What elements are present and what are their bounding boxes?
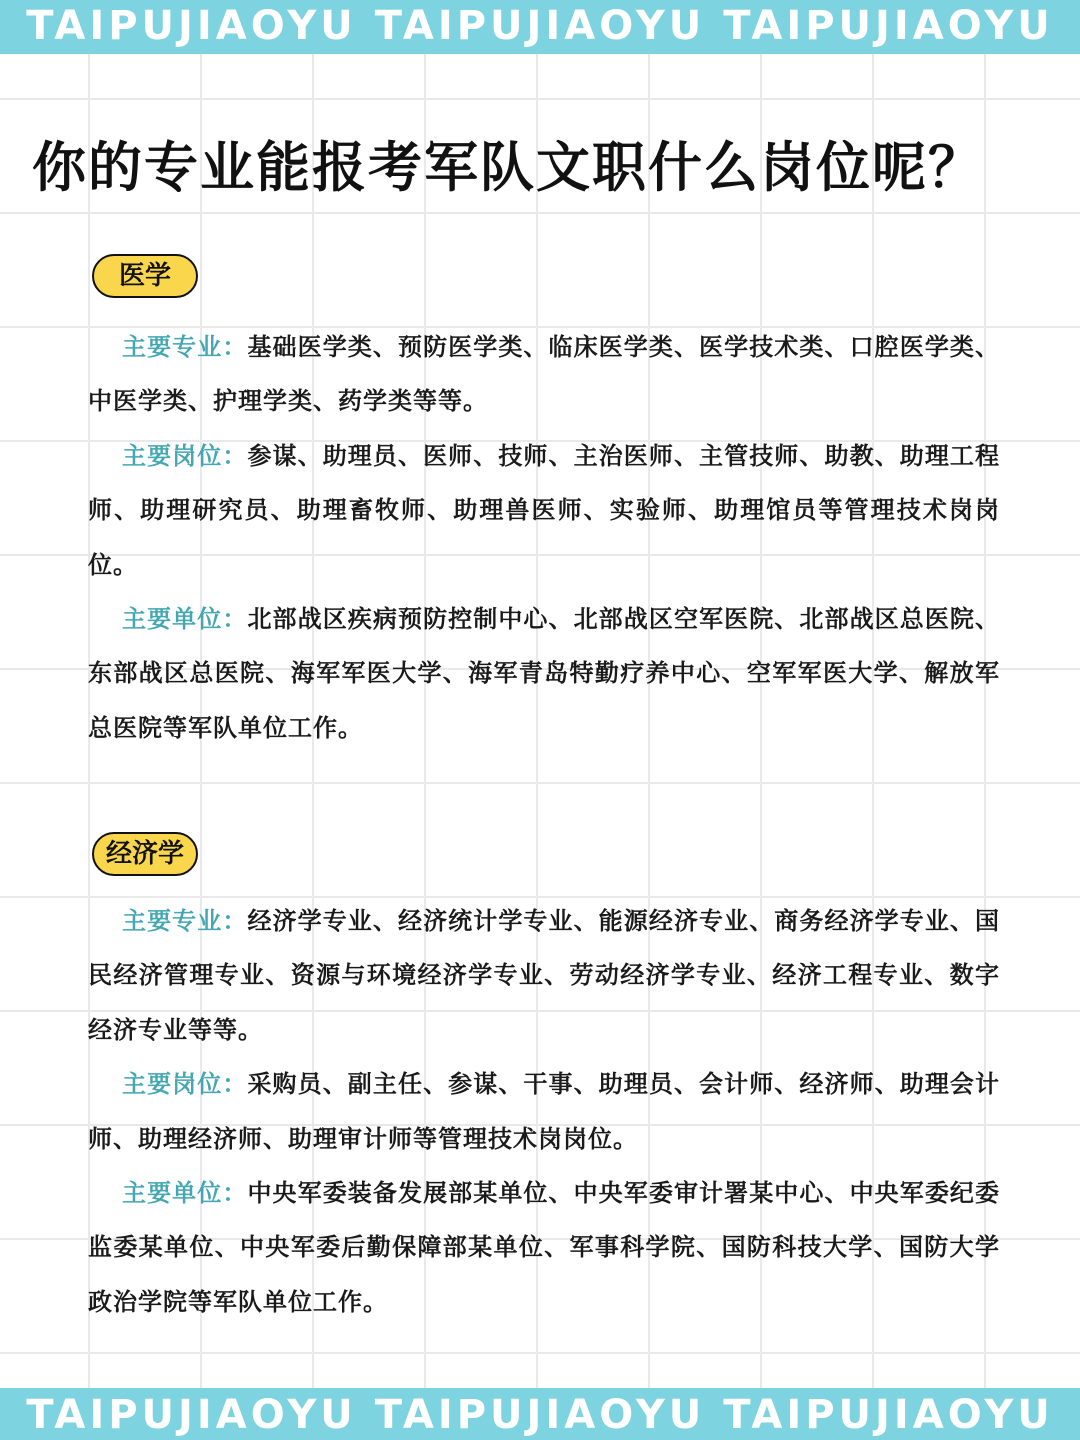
paragraph-label: 主要单位： <box>122 605 248 634</box>
page-title: 你的专业能报考军队文职什么岗位呢？ <box>32 136 984 199</box>
paragraph-text: 参谋、助理员、医师、技师、主治医师、主管技师、助教、助理工程师、助理研究员、助理畜牧师、助理兽医师、实验师、助理馆员等管理技术岗岗位。 <box>88 441 1001 579</box>
paragraph-positions <box>88 1057 1000 1166</box>
paragraph-label: 主要单位： <box>122 1179 248 1208</box>
paragraph-text: 采购员、副主任、参谋、干事、助理员、会计师、经济师、助理会计师、助理经济师、助理审计师等管理技术岗岗位。 <box>88 1070 1001 1153</box>
top-banner: TAIPUJIAOYU TAIPUJIAOYU TAIPUJIAOYU <box>0 0 1080 54</box>
paragraph-label: 主要岗位： <box>122 1070 248 1099</box>
paragraph-text: 经济学专业、经济统计学专业、能源经济专业、商务经济学专业、国民经济管理专业、资源与环境经济学专业、劳动经济学专业、经济工程专业、数字经济专业等等。 <box>88 907 1001 1044</box>
paragraph-text: 中央军委装备发展部某单位、中央军委审计署某中心、中央军委纪委监委某单位、中央军委后勤保障部某单位、军事科学院、国防科技大学、国防大学政治学院等军队单位工作。 <box>88 1179 1001 1316</box>
paragraph-text: 基础医学类、预防医学类、临床医学类、医学技术类、口腔医学类、中医学类、护理学类、药学类等等。 <box>88 333 1001 416</box>
section-tag-economics: 经济学 <box>92 832 198 876</box>
section-tag-medicine: 医学 <box>92 254 198 298</box>
paragraph-major <box>88 320 1000 429</box>
section-economics <box>88 894 1000 1329</box>
paragraph-label: 主要专业： <box>122 907 248 935</box>
section-medicine <box>88 320 1000 755</box>
paragraph-text: 北部战区疾病预防控制中心、北部战区空军医院、北部战区总医院、东部战区总医院、海军军医大学、海军青岛特勤疗养中心、空军军医大学、解放军总医院等军队单位工作。 <box>88 605 1001 742</box>
paragraph-positions <box>88 429 1000 592</box>
paragraph-label: 主要专业： <box>122 333 248 361</box>
paragraph-label: 主要岗位： <box>122 441 248 470</box>
bottom-banner: TAIPUJIAOYU TAIPUJIAOYU TAIPUJIAOYU <box>0 1388 1080 1440</box>
paragraph-major <box>88 894 1000 1057</box>
paragraph-units <box>88 592 1000 755</box>
paragraph-units <box>88 1166 1000 1329</box>
